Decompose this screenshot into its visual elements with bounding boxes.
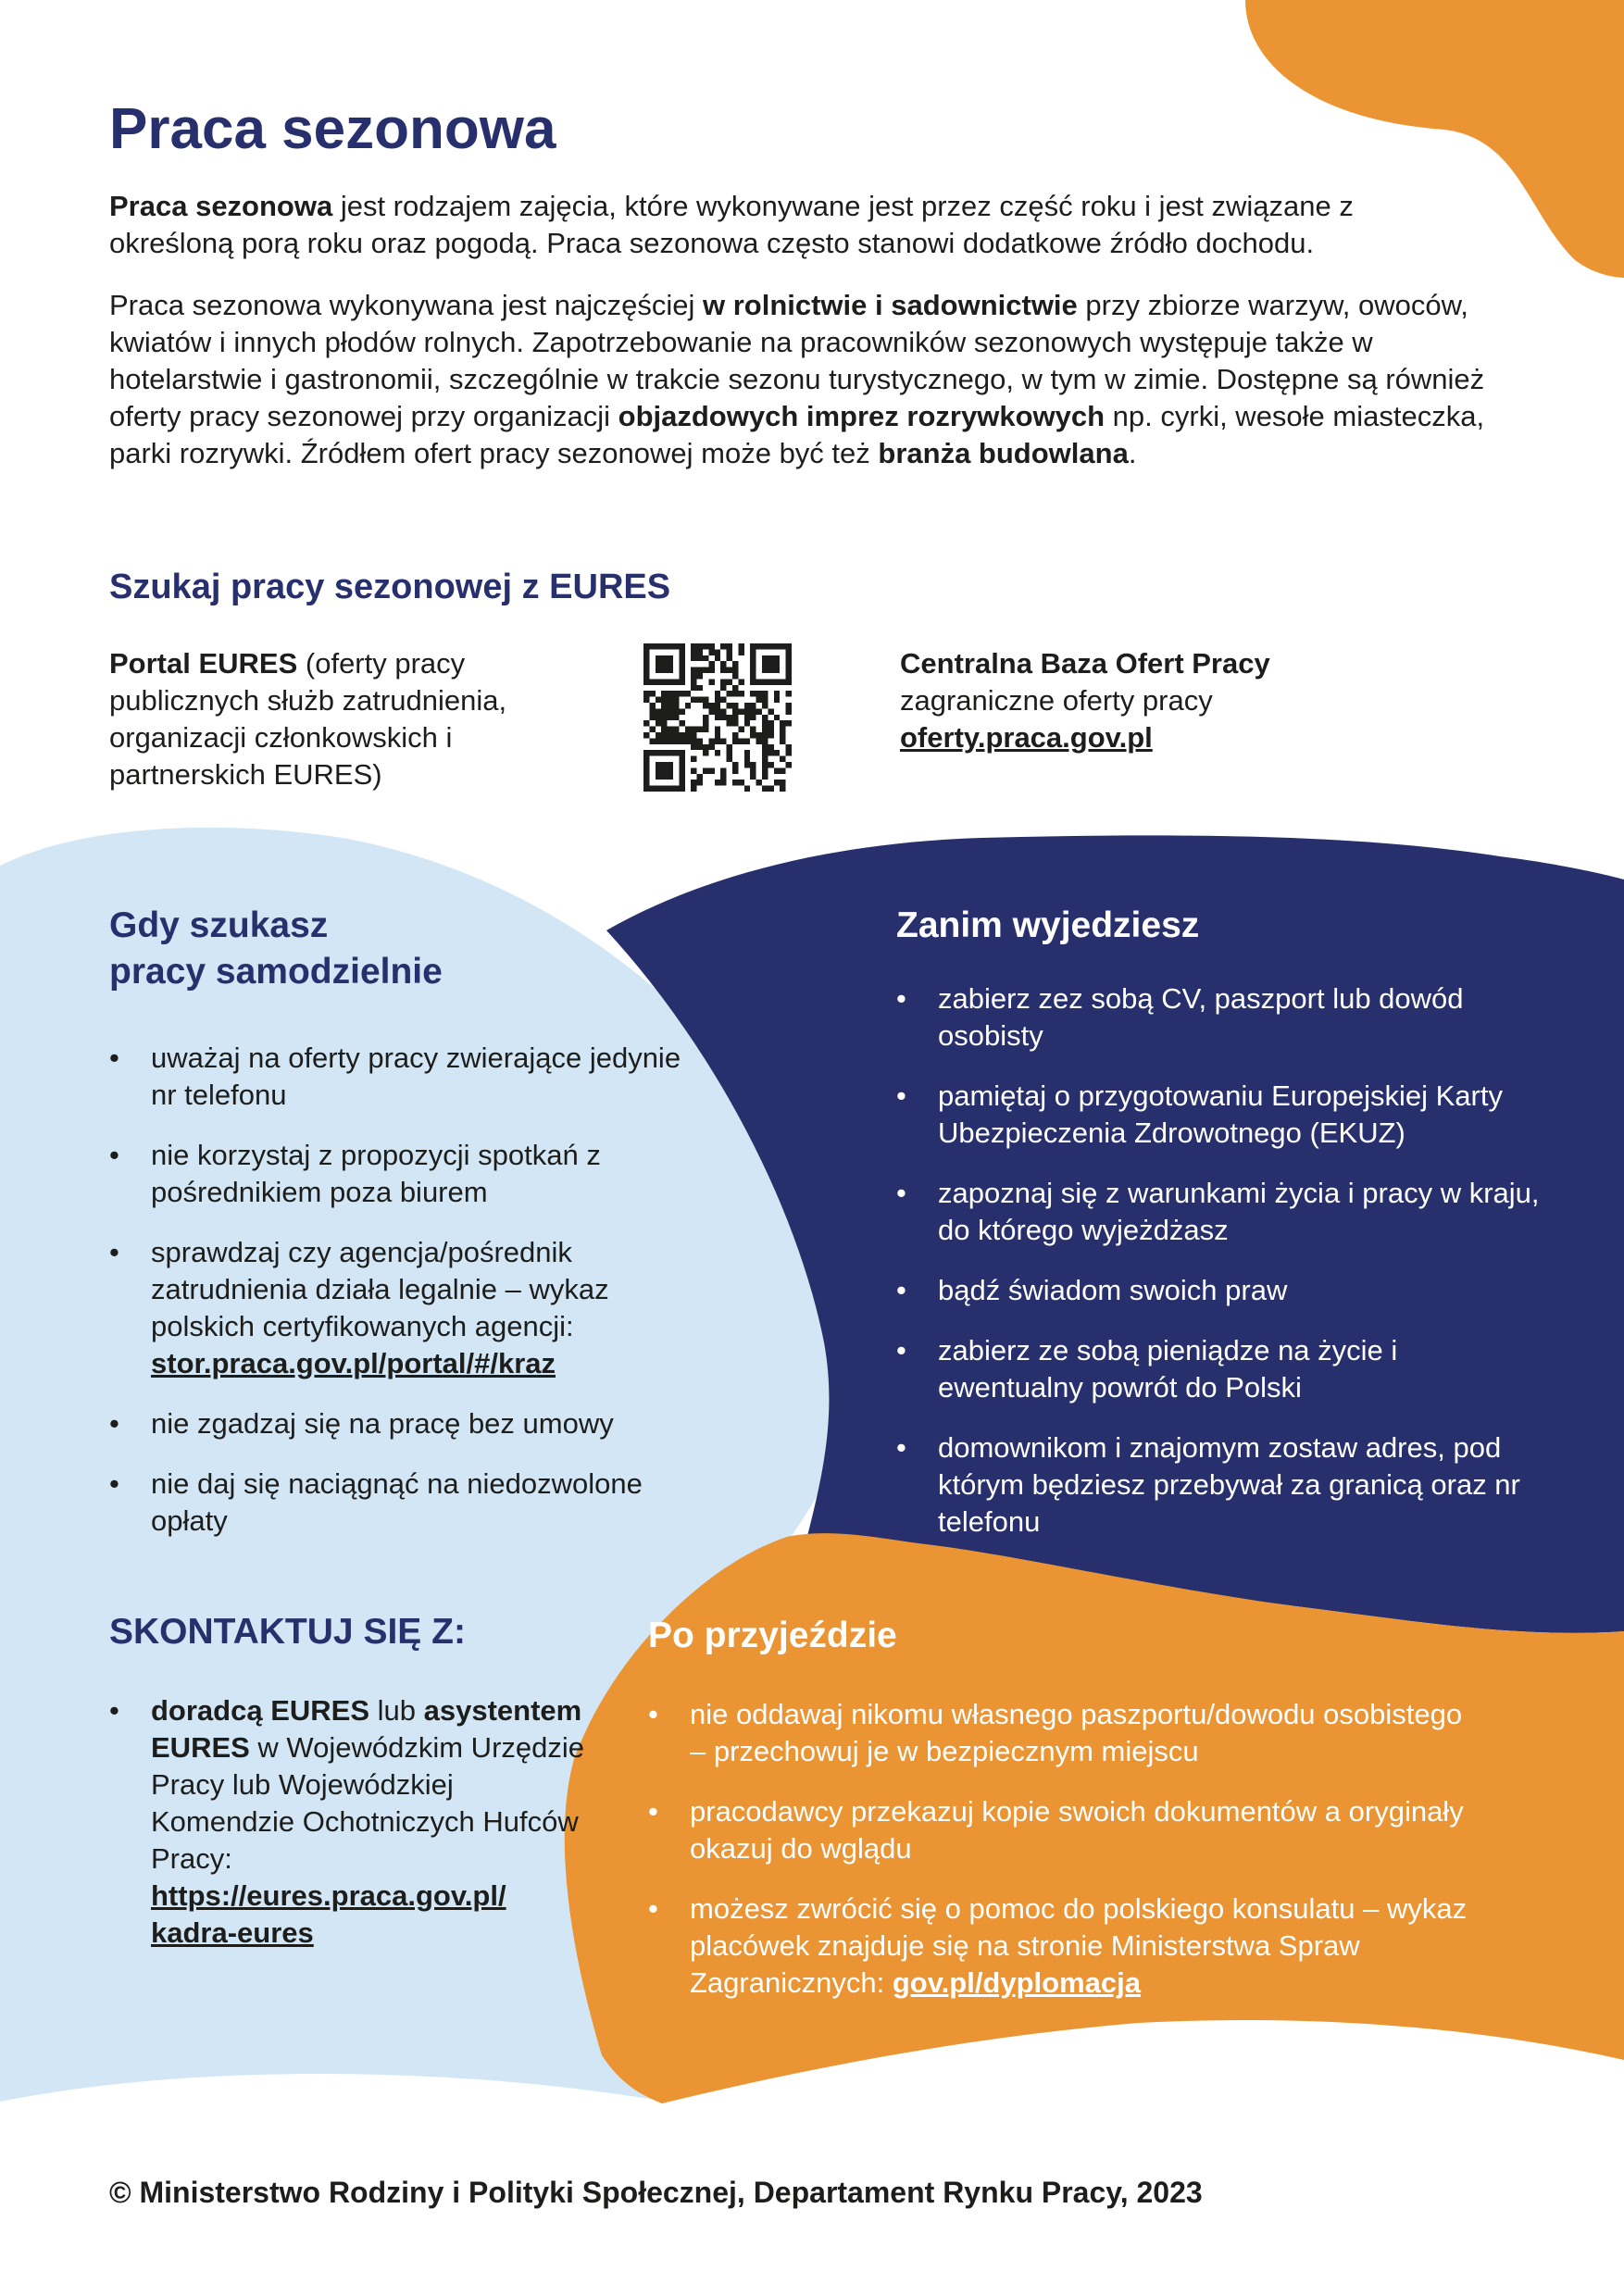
list-item: • zabierz ze sobą pieniądze na życie i ewentualny powrót do Polski (896, 1332, 1544, 1406)
intro2-text-1: Praca sezonowa wykonywana jest najczęściej (109, 289, 703, 321)
footer-copyright: © Ministerstwo Rodziny i Polityki Społecznej, Departament Rynku Pracy, 2023 (109, 2176, 1203, 2209)
before-departure-heading: Zanim wyjedziesz (896, 905, 1200, 945)
arrival-list (648, 1696, 1481, 2002)
list-item: • nie oddawaj nikomu własnego paszportu/dowodu osobistego – przechowuj je w bezpiecznym miejscu (648, 1696, 1481, 1770)
self-search-section (109, 903, 683, 1563)
intro-text: jest rodzajem zajęcia, które wykonywane jest przez część roku i jest związane z określoną porą roku oraz pogodą. Praca sezonowa często stanowi dodatkowe źródło dochodu. (109, 190, 1354, 259)
intro-term: Praca sezonowa (109, 190, 333, 222)
list-item: • sprawdzaj czy agencja/pośrednik zatrudnienia działa legalnie – wykaz polskich certyfikowanych agencji: stor.praca.gov.pl/portal/#/kraz (109, 1234, 683, 1382)
cbop-block (900, 645, 1455, 756)
contact-list (109, 1692, 591, 1952)
self-search-list (109, 1040, 683, 1540)
page-title: Praca sezonowa (109, 97, 556, 161)
list-item: • nie korzystaj z propozycji spotkań z pośrednikiem poza biurem (109, 1137, 683, 1211)
list-item: • zapoznaj się z warunkami życia i pracy w kraju, do którego wyjeżdżasz (896, 1175, 1544, 1249)
qr-code-icon[interactable] (643, 643, 792, 792)
cbop-link[interactable]: oferty.praca.gov.pl (900, 721, 1153, 754)
intro2-text-3: np. cyrki, wesołe miasteczka, parki rozrywki. Źródłem ofert pracy sezonowej może być też (109, 400, 1485, 469)
list-item: • uważaj na oferty pracy zwierające jedynie nr telefonu (109, 1040, 683, 1114)
portal-eures-title: Portal EURES (109, 647, 298, 680)
intro2-bold-1: w rolnictwie i sadownictwie (702, 289, 1078, 321)
list-item: • zabierz zez sobą CV, paszport lub dowód osobisty (896, 980, 1544, 1054)
arrival-heading: Po przyjeździe (648, 1616, 897, 1655)
list-item: • nie daj się naciągnąć na niedozwolone opłaty (109, 1466, 683, 1540)
list-item: • bądź świadom swoich praw (896, 1272, 1544, 1309)
intro2-bold-2: objazdowych imprez rozrywkowych (618, 400, 1106, 432)
list-item: • pamiętaj o przygotowaniu Europejskiej Karty Ubezpieczenia Zdrowotnego (EKUZ) (896, 1078, 1544, 1152)
intro2-text-2: przy zbiorze warzyw, owoców, kwiatów i innych płodów rolnych. Zapotrzebowanie na pracowników sezonowych występuje także w hotelarstwie i gastronomii, szczególnie w trakcie sezonu turystycznego, w tym w zimie. Dostępne są również oferty pracy sezonowej przy organizacji (109, 289, 1485, 432)
list-item: • pracodawcy przekazuj kopie swoich dokumentów a oryginały okazuj do wglądu (648, 1793, 1481, 1867)
eures-kadra-link[interactable]: https://eures.praca.gov.pl/ kadra-eures (151, 1879, 506, 1949)
before-departure-section (896, 903, 1544, 1564)
cbop-title: Centralna Baza Ofert Pracy (900, 647, 1270, 680)
arrival-section (648, 1613, 1481, 2025)
intro-paragraph-2 (109, 287, 1498, 472)
before-departure-list (896, 980, 1544, 1541)
intro-paragraph-1 (109, 188, 1461, 262)
intro2-text-4: . (1128, 437, 1137, 469)
portal-eures-desc: (oferty pracy publicznych służb zatrudnienia, organizacji członkowskich i partnerskich EURES) (109, 647, 507, 791)
list-item: • możesz zwrócić się o pomoc do polskiego konsulatu – wykaz placówek znajduje się na stronie Ministerstwa Spraw Zagranicznych: gov.pl/dyplomacja (648, 1890, 1481, 2002)
intro2-bold-3: branża budowlana (878, 437, 1129, 469)
cbop-subtitle: zagraniczne oferty pracy (900, 684, 1213, 717)
list-item: • doradcą EURES lub asystentem EURES w Wojewódzkim Urzędzie Pracy lub Wojewódzkiej Komendzie Ochotniczych Hufców Pracy: https://eures.praca.gov.pl/ kadra-eures (109, 1692, 591, 1952)
list-item: • nie zgadzaj się na pracę bez umowy (109, 1405, 683, 1442)
list-item: • domownikom i znajomym zostaw adres, pod którym będziesz przebywał za granicą oraz nr telefonu (896, 1429, 1544, 1541)
contact-heading: SKONTAKTUJ SIĘ Z: (109, 1612, 466, 1652)
portal-eures-text (109, 645, 572, 793)
agency-link[interactable]: stor.praca.gov.pl/portal/#/kraz (151, 1347, 556, 1379)
eures-heading: Szukaj pracy sezonowej z EURES (109, 568, 671, 606)
self-search-heading: Gdy szukasz pracy samodzielnie (109, 905, 443, 992)
msz-link[interactable]: gov.pl/dyplomacja (892, 1966, 1141, 1999)
contact-section (109, 1609, 591, 1975)
